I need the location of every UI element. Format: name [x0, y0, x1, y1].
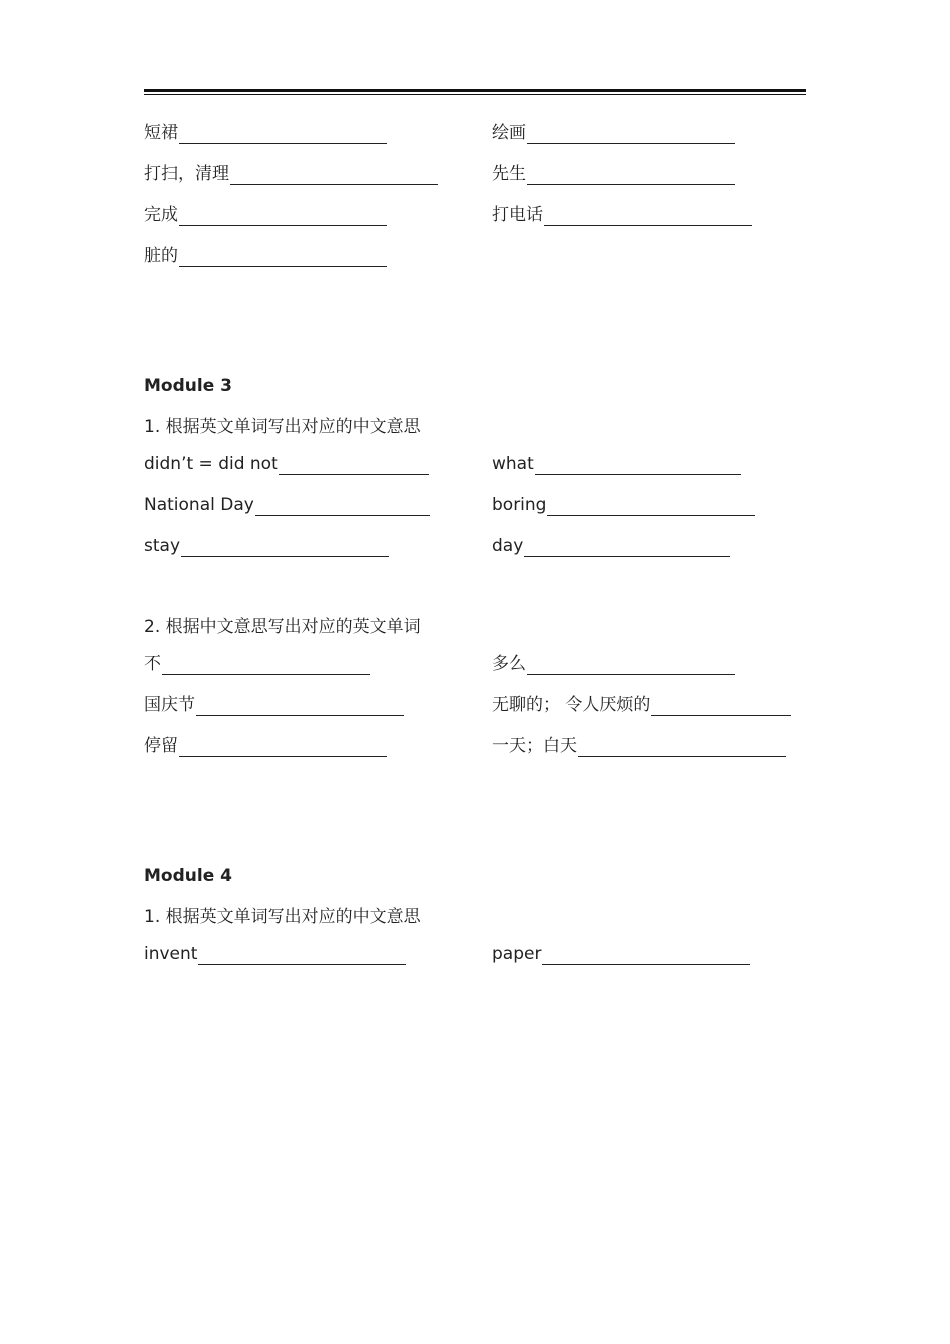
answer-blank[interactable]: [651, 697, 791, 716]
vocab-item: [144, 204, 387, 226]
module-3-part-2-instruction: 2. 根据中文意思写出对应的英文单词: [144, 617, 421, 637]
module-4-part-1-instruction: 1. 根据英文单词写出对应的中文意思: [144, 907, 421, 927]
vocab-label: 绘画: [492, 123, 526, 143]
vocab-label: invent: [144, 944, 198, 964]
header-rule: [144, 89, 806, 92]
vocab-label: what: [492, 454, 534, 474]
vocab-item: [144, 694, 404, 716]
answer-blank[interactable]: [279, 456, 429, 475]
vocab-label: 多么: [492, 654, 526, 674]
vocab-item: [492, 204, 752, 226]
vocab-item: [144, 122, 387, 144]
vocab-label: 完成: [144, 205, 178, 225]
module-4-heading: Module 4: [144, 866, 232, 886]
header-rule-thin: [144, 94, 806, 95]
vocab-item: [492, 122, 735, 144]
module-3-part-1-instruction: 1. 根据英文单词写出对应的中文意思: [144, 417, 421, 437]
vocab-label: 一天；白天: [492, 736, 577, 756]
vocab-item: [492, 694, 791, 716]
vocab-label: 短裙: [144, 123, 178, 143]
vocab-label: 不: [144, 654, 161, 674]
vocab-item: [144, 653, 370, 675]
answer-blank[interactable]: [198, 946, 406, 965]
vocab-item: [492, 653, 735, 675]
vocab-label: didn’t = did not: [144, 454, 278, 474]
vocab-item: [492, 943, 750, 965]
answer-blank[interactable]: [527, 166, 735, 185]
vocab-item: [492, 494, 755, 516]
vocab-item: [492, 453, 741, 475]
answer-blank[interactable]: [578, 738, 786, 757]
answer-blank[interactable]: [162, 656, 370, 675]
vocab-label: paper: [492, 944, 542, 964]
answer-blank[interactable]: [230, 166, 438, 185]
vocab-item: [492, 735, 786, 757]
answer-blank[interactable]: [547, 497, 755, 516]
vocab-label: 先生: [492, 164, 526, 184]
vocab-label: 国庆节: [144, 695, 195, 715]
vocab-label: day: [492, 536, 524, 556]
answer-blank[interactable]: [527, 125, 735, 144]
vocab-item: [144, 735, 387, 757]
answer-blank[interactable]: [535, 456, 741, 475]
vocab-label: 停留: [144, 736, 178, 756]
vocab-item: [144, 943, 406, 965]
vocab-label: 脏的: [144, 246, 178, 266]
vocab-label: stay: [144, 536, 181, 556]
vocab-label: boring: [492, 495, 547, 515]
answer-blank[interactable]: [179, 738, 387, 757]
vocab-item: [492, 163, 735, 185]
answer-blank[interactable]: [179, 207, 387, 226]
answer-blank[interactable]: [181, 538, 389, 557]
answer-blank[interactable]: [544, 207, 752, 226]
vocab-label: 无聊的； 令人厌烦的: [492, 695, 651, 715]
vocab-item: [144, 163, 438, 185]
vocab-item: [492, 535, 730, 557]
vocab-item: [144, 535, 389, 557]
vocab-item: [144, 245, 387, 267]
answer-blank[interactable]: [524, 538, 730, 557]
answer-blank[interactable]: [542, 946, 750, 965]
vocab-label: 打电话: [492, 205, 543, 225]
vocab-item: [144, 494, 430, 516]
answer-blank[interactable]: [179, 248, 387, 267]
answer-blank[interactable]: [179, 125, 387, 144]
module-3-heading: Module 3: [144, 376, 232, 396]
answer-blank[interactable]: [255, 497, 430, 516]
vocab-label: National Day: [144, 495, 254, 515]
answer-blank[interactable]: [527, 656, 735, 675]
vocab-item: [144, 453, 429, 475]
answer-blank[interactable]: [196, 697, 404, 716]
vocab-label: 打扫，清理: [144, 164, 229, 184]
